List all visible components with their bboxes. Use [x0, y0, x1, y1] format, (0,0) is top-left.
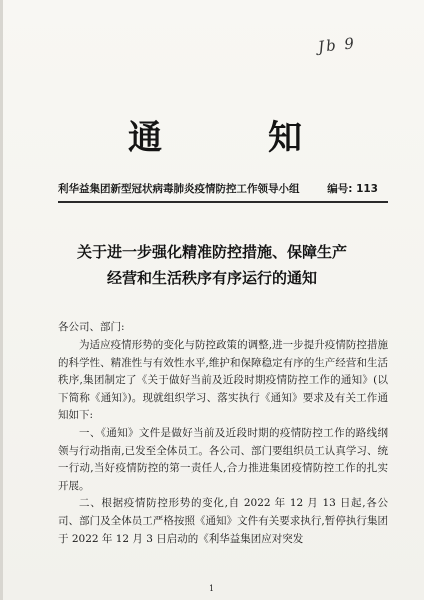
notice-headline [40, 239, 384, 291]
headline-line-1: 关于进一步强化精准防控措施、保障生产 [76, 243, 347, 261]
body-paragraph: 一、《通知》文件是做好当前及近段时期的疫情防控工作的路线纲领与行动指南,已发至全体员工。各公司、部门要组织员工认真学习、统一行动,当好疫情防控的第一责任人,合力推进集团疫情防控工作的扎实开展。 [58, 426, 388, 492]
headline-line-2: 经营和生活秩序有序运行的通知 [106, 269, 317, 287]
body-paragraph: 为适应疫情形势的变化与防控政策的调整,进一步提升疫情防控措施的科学性、精准性与有效性水平,维护和保障稳定有序的生产经营和生活秩序,集团制定了《关于做好当前及近段时期疫情防控工作的通知》(以下简称《通知》)。现就组织学习、落实执行《通知》要求及有关工作通知如下: [58, 339, 388, 422]
body-text [58, 337, 388, 548]
title-char-1: 通 [128, 118, 162, 158]
issuer-line [58, 181, 378, 196]
issuer-name: 利华益集团新型冠状病毒肺炎疫情防控工作领导小组 [58, 183, 300, 195]
handwritten-note: Jb 9 [317, 34, 357, 56]
scan-edge [0, 0, 3, 600]
page-number: 1 [209, 584, 215, 593]
header-divider [58, 201, 388, 203]
document-title [0, 110, 424, 158]
title-char-2: 知 [268, 118, 302, 158]
salutation: 各公司、部门: [58, 321, 125, 333]
body-paragraph: 二、根据疫情防控形势的变化,自 2022 年 12 月 13 日起,各公司、部门及全体员工严格按照《通知》文件有关要求执行,暂停执行集团于 2022 年 12 月 3 日启动的《利华益集团应对突发 [58, 497, 388, 545]
document-number: 编号: 113 [327, 183, 378, 195]
